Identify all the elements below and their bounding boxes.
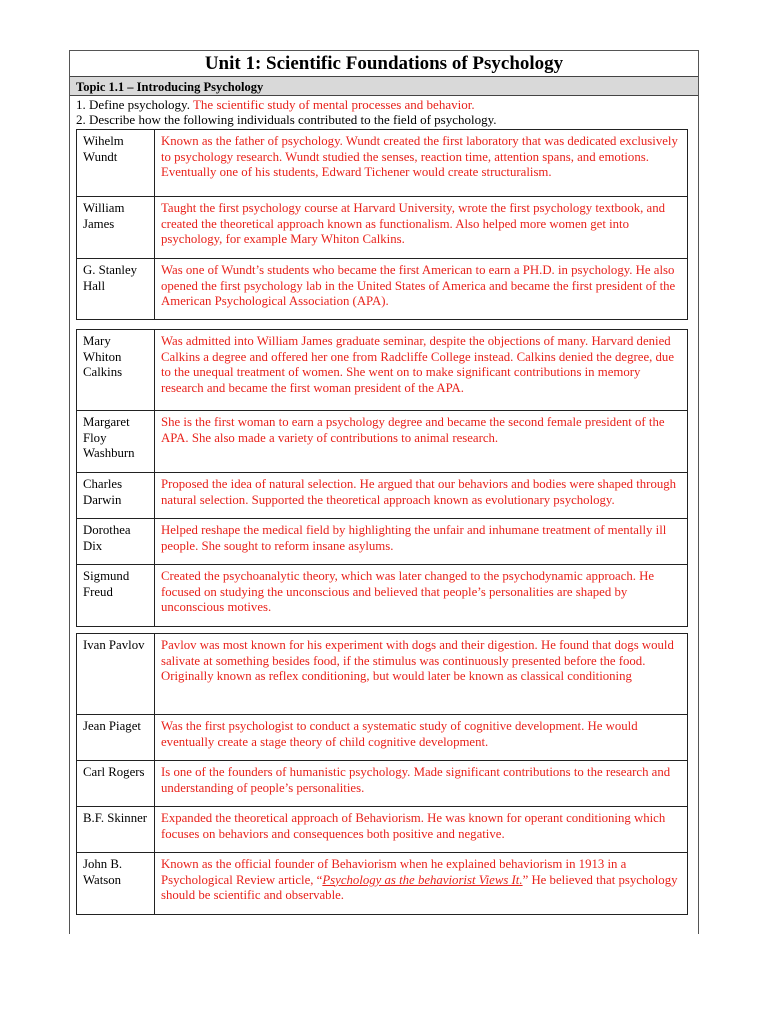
table-row [77,259,688,320]
person-contribution: Taught the first psychology course at Harvard University, wrote the first psychology textbook, and created the theoretical approach known as functionalism. Also helped more women get into psychology, for example Mary Whiton Calkins. [155,197,688,259]
person-name: Carl Rogers [77,761,155,807]
table-row [77,565,688,627]
person-contribution: Proposed the idea of natural selection. He argued that our behaviors and bodies were shaped through natural selection. Supported the theoretical approach known as evolutionary psychology. [155,473,688,519]
table-row [77,807,688,853]
person-contribution: Was admitted into William James graduate seminar, despite the objections of many. Harvard denied Calkins a degree and offered her one from Radcliffe College instead. Calkins denied the degree, due to the unequal treatment of women. She went on to make significant contributions in memory research and became the first woman president of the APA. [155,330,688,411]
table-row [77,634,688,715]
person-contribution [155,853,688,915]
page-border-left [69,50,70,934]
table-row [77,519,688,565]
person-contribution: Helped reshape the medical field by highlighting the unfair and inhumane treatment of mentally ill people. She sought to reform insane asylums. [155,519,688,565]
person-name: Ivan Pavlov [77,634,155,715]
person-name: Jean Piaget [77,715,155,761]
contributors-table-3 [76,633,688,915]
person-name: G. Stanley Hall [77,259,155,320]
table-row [77,330,688,411]
question-1-answer: The scientific study of mental processes and behavior. [192,97,475,112]
person-contribution: Known as the father of psychology. Wundt created the first laboratory that was dedicated exclusively to psychology research. Wundt studied the senses, reaction time, attention spans, and emotions. Eventually one of his students, Edward Tichener would create structuralism. [155,130,688,197]
person-contribution: Was one of Wundt’s students who became the first American to earn a PH.D. in psychology. He also opened the first psychology lab in the United States of America and became the first president of the American Psychological Association (APA). [155,259,688,320]
question-1 [76,98,475,112]
contribution-text-before: Known as the official founder of Behaviorism when he explained behaviorism in 1913 in a Psychological Review article, “ [161,857,627,887]
contributors-table-1 [76,129,688,320]
contributors-table-2 [76,329,688,627]
person-contribution: Expanded the theoretical approach of Behaviorism. He was known for operant conditioning which focuses on behaviors and consequences both positive and negative. [155,807,688,853]
contribution-text-after: ” He believed that psychology should be scientific and observable. [161,872,678,902]
table-row [77,130,688,197]
person-contribution: Pavlov was most known for his experiment with dogs and their digestion. He found that dogs would salivate at something besides food, if the stimulus was continuously presented before the food. Originally known as reflex conditioning, but would later be known as classical conditioning [155,634,688,715]
table-row [77,411,688,473]
page-border-right [698,50,699,934]
table-row [77,853,688,915]
person-contribution: Is one of the founders of humanistic psychology. Made significant contributions to the research and understanding of people’s personalities. [155,761,688,807]
person-name: Mary Whiton Calkins [77,330,155,411]
person-contribution: Created the psychoanalytic theory, which was later changed to the psychodynamic approach. He focused on studying the unconscious and believed that people’s personalities are shaped by unconscious motives. [155,565,688,627]
question-2: 2. Describe how the following individuals contributed to the field of psychology. [76,112,497,127]
person-name: B.F. Skinner [77,807,155,853]
person-name: Sigmund Freud [77,565,155,627]
article-title-link[interactable]: Psychology as the behaviorist Views It. [322,872,523,887]
person-contribution: Was the first psychologist to conduct a systematic study of cognitive development. He would eventually create a stage theory of child cognitive development. [155,715,688,761]
question-1-prompt: 1. Define psychology. [76,97,190,112]
table-row [77,761,688,807]
table-row [77,715,688,761]
person-name: Dorothea Dix [77,519,155,565]
worksheet-page [69,50,699,934]
person-name: William James [77,197,155,259]
page-title: Unit 1: Scientific Foundations of Psychology [204,53,564,74]
person-contribution: She is the first woman to earn a psychology degree and became the second female president of the APA. She also made a variety of contributions to animal research. [155,411,688,473]
person-name: Margaret Floy Washburn [77,411,155,473]
table-row [77,197,688,259]
table-row [77,473,688,519]
person-name: Wihelm Wundt [77,130,155,197]
person-name: John B. Watson [77,853,155,915]
topic-header: Topic 1.1 – Introducing Psychology [70,76,698,96]
person-name: Charles Darwin [77,473,155,519]
